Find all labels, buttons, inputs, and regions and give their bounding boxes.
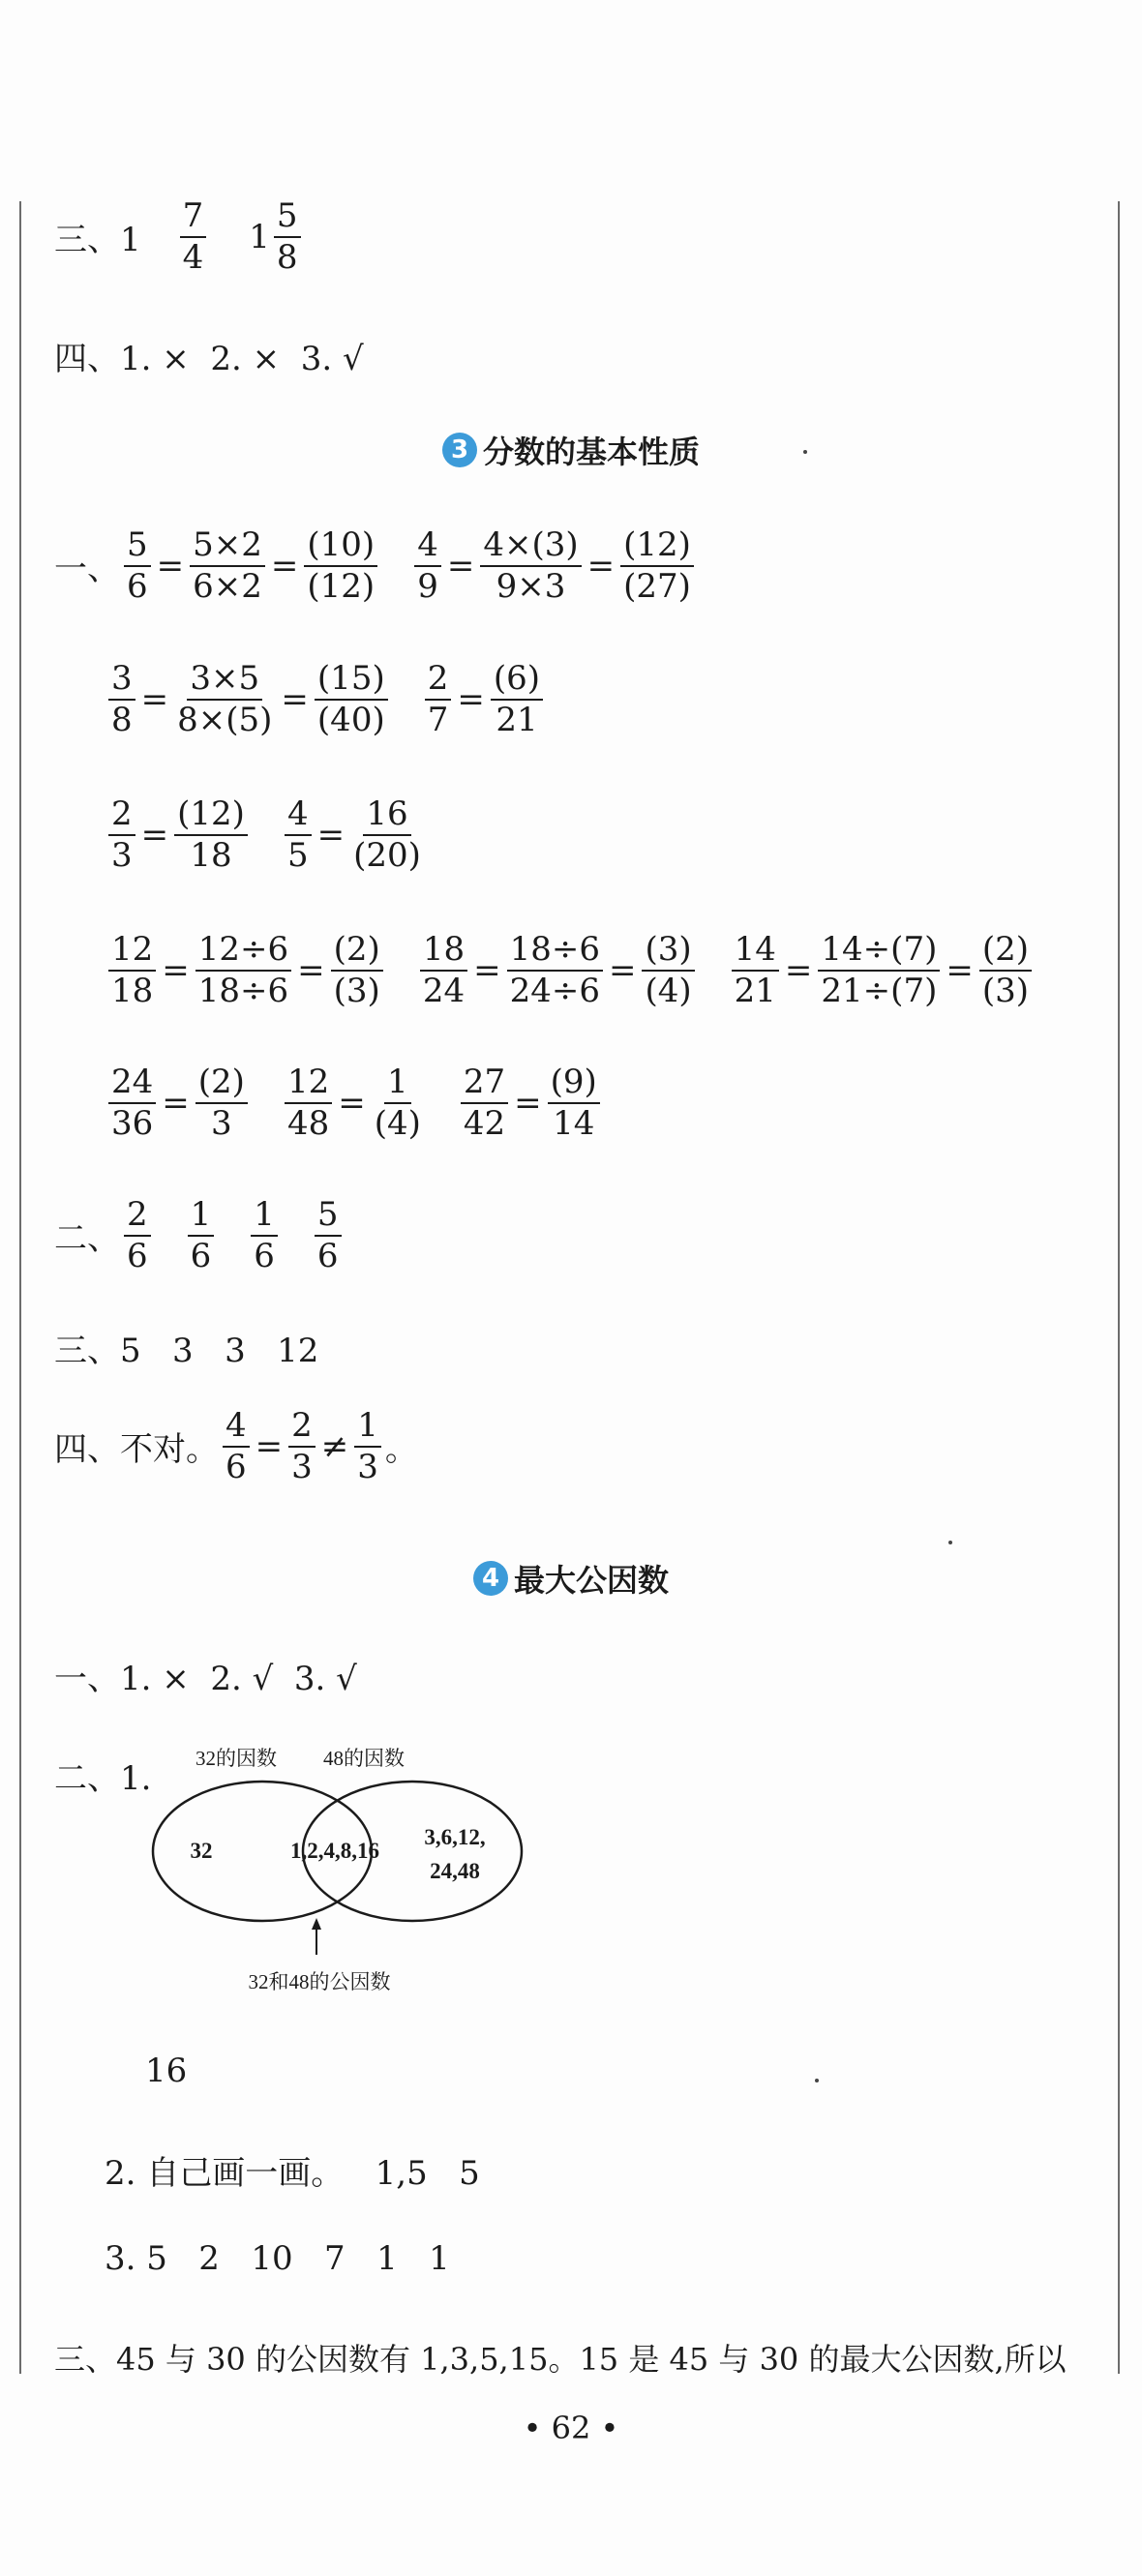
- answer-s3-q1-row1: [54, 527, 698, 604]
- fraction: [354, 1408, 381, 1484]
- numerator: (2): [195, 1064, 248, 1104]
- numerator: 14: [732, 932, 779, 972]
- fraction: [285, 1064, 332, 1141]
- answer-s3-q3: [54, 1324, 318, 1371]
- fraction: [480, 527, 581, 604]
- denominator: 21: [496, 700, 538, 739]
- operator: =: [446, 546, 475, 585]
- operator: =: [281, 679, 309, 719]
- answer-s4-q2-1: [145, 2052, 187, 2090]
- operator: =: [457, 679, 485, 719]
- denominator: 18: [190, 835, 232, 875]
- fraction: [188, 1197, 215, 1273]
- fraction: [420, 932, 467, 1008]
- fraction: [190, 527, 265, 604]
- fraction: [507, 932, 603, 1008]
- answer-s3-q1-row4: [105, 932, 1036, 1008]
- denominator: (40): [316, 700, 385, 739]
- denominator: 24: [422, 971, 466, 1010]
- section-number-badge: 3: [442, 433, 477, 467]
- numerator: 2: [288, 1408, 316, 1448]
- answer-s3-q1-row5: [105, 1064, 604, 1141]
- denominator: 48: [286, 1103, 330, 1143]
- operator: =: [140, 815, 169, 854]
- operator: =: [270, 546, 299, 585]
- denominator: 21: [734, 971, 776, 1010]
- fraction: [251, 1197, 278, 1273]
- operator: ≠: [320, 1426, 349, 1466]
- numerator: (10): [304, 527, 377, 567]
- numerator: (12): [174, 796, 248, 836]
- numerator: (2): [979, 932, 1032, 972]
- operator: =: [255, 1426, 284, 1466]
- fraction: [174, 796, 248, 873]
- denominator: 6: [190, 1236, 212, 1275]
- denominator: 5: [286, 835, 309, 875]
- denominator: 3: [357, 1447, 378, 1486]
- venn-left-only: 32: [190, 1839, 213, 1863]
- denominator: 21÷(7): [821, 971, 938, 1010]
- fraction: [108, 932, 156, 1008]
- numerator: (15): [315, 661, 388, 701]
- fraction: [491, 661, 543, 737]
- operator: =: [586, 546, 616, 585]
- numerator: 4: [414, 527, 441, 567]
- fraction: [315, 1197, 342, 1273]
- numerator: 5×2: [190, 527, 265, 567]
- fraction: [315, 661, 388, 737]
- denominator: (4): [645, 971, 692, 1010]
- fraction: [108, 796, 135, 873]
- operator: =: [297, 950, 325, 990]
- denominator: 6: [316, 1236, 339, 1275]
- numerator: 5: [124, 527, 151, 567]
- fraction: [425, 661, 452, 737]
- section-title: 分数的基本性质: [482, 434, 700, 470]
- denominator: (12): [307, 566, 376, 606]
- operator: =: [156, 546, 185, 585]
- denominator: 6×2: [193, 566, 262, 606]
- denominator: 8: [276, 237, 298, 277]
- numerator: 27: [461, 1064, 508, 1104]
- denominator: 3: [111, 835, 133, 875]
- fraction: [124, 527, 151, 604]
- answer-text: 16: [145, 2052, 188, 2090]
- operator: =: [514, 1083, 542, 1123]
- speck: [815, 2079, 819, 2082]
- numerator: 2: [425, 661, 452, 701]
- section-heading-3: [0, 428, 1142, 472]
- operator: =: [162, 1083, 190, 1123]
- question-label: 三、1: [54, 221, 141, 260]
- numerator: 12: [285, 1064, 332, 1104]
- fraction: [732, 932, 779, 1008]
- venn-arrow-label: 32和48的公因数: [248, 1970, 391, 1993]
- numerator: (2): [331, 932, 383, 972]
- denominator: (3): [981, 971, 1030, 1010]
- denominator: 9: [417, 566, 438, 606]
- answer-s4-q2-3: [105, 2239, 450, 2278]
- answer-text: 四、不对。: [54, 1430, 219, 1470]
- fraction: [274, 198, 301, 275]
- numerator: 16: [363, 796, 410, 836]
- answer-s2-q4: [54, 332, 364, 379]
- numerator: (12): [620, 527, 694, 567]
- speck: [948, 1541, 952, 1544]
- operator: =: [946, 950, 974, 990]
- right-border-line: [1118, 201, 1120, 2374]
- answer-s4-q3: [54, 2335, 1067, 2380]
- numerator: 1: [384, 1064, 411, 1104]
- numerator: 5: [315, 1197, 342, 1237]
- answer-s3-q1-row3: [105, 796, 428, 873]
- answer-s4-q2-2: [105, 2146, 480, 2194]
- venn-arrow-head: [312, 1918, 321, 1930]
- fraction: [818, 932, 940, 1008]
- fraction: [350, 796, 424, 873]
- numerator: 4: [223, 1408, 250, 1448]
- denominator: 6: [225, 1447, 247, 1486]
- left-border-line: [19, 201, 21, 2374]
- denominator: 6: [127, 1236, 148, 1275]
- whole-number: 1: [249, 217, 270, 256]
- denominator: 8×(5): [177, 700, 273, 739]
- venn-common: 1,2,4,8,16: [290, 1839, 379, 1863]
- denominator: 6: [254, 1236, 275, 1275]
- answer-text: 一、1. × 2. √ 3. √: [54, 1660, 357, 1698]
- fraction: [461, 1064, 508, 1141]
- denominator: (3): [333, 971, 380, 1010]
- fraction: [108, 661, 135, 737]
- answer-text: 三、5 3 3 12: [54, 1332, 319, 1370]
- fraction: [124, 1197, 151, 1273]
- page-number: • 62 •: [523, 2410, 619, 2446]
- answer-text: 四、1. × 2. × 3. √: [54, 340, 364, 378]
- numerator: (6): [491, 661, 543, 701]
- operator: =: [784, 950, 813, 990]
- answer-text: 2. 自己画一画。 1,5 5: [105, 2154, 480, 2193]
- answer-s3-q2: [54, 1197, 346, 1273]
- venn-left-title: 32的因数: [195, 1747, 277, 1770]
- numerator: 7: [180, 198, 207, 238]
- fraction: [372, 1064, 424, 1141]
- denominator: 4: [182, 237, 204, 277]
- denominator: (27): [623, 566, 691, 606]
- denominator: 8: [111, 700, 133, 739]
- fraction: [642, 932, 694, 1008]
- numerator: (3): [642, 932, 694, 972]
- fraction: [180, 198, 207, 275]
- answer-text: 一、: [54, 550, 120, 589]
- answer-s2-q3: [54, 198, 305, 275]
- fraction: [414, 527, 441, 604]
- numerator: (9): [548, 1064, 600, 1104]
- numerator: 18: [420, 932, 467, 972]
- venn-right-only-line2: 24,48: [430, 1859, 480, 1883]
- answer-s4-q1: [54, 1652, 357, 1699]
- numerator: 12: [108, 932, 156, 972]
- fraction: [174, 661, 275, 737]
- operator: =: [316, 815, 346, 854]
- numerator: 14÷(7): [818, 932, 940, 972]
- answer-s3-q4: [54, 1408, 418, 1484]
- denominator: 42: [463, 1103, 506, 1143]
- numerator: 5: [274, 198, 301, 238]
- fraction: [195, 932, 291, 1008]
- denominator: 9×3: [496, 566, 566, 606]
- denominator: 7: [427, 700, 449, 739]
- operator: =: [473, 950, 501, 990]
- answer-text: 二、1.: [54, 1759, 152, 1798]
- fraction: [331, 932, 383, 1008]
- answer-text: 三、45 与 30 的公因数有 1,3,5,15。15 是 45 与 30 的最大公因数,所以: [54, 2341, 1067, 2378]
- numerator: 1: [354, 1408, 381, 1448]
- denominator: 18: [111, 971, 154, 1010]
- numerator: 3: [108, 661, 135, 701]
- section-title: 最大公因数: [513, 1562, 669, 1599]
- answer-text: 。: [384, 1430, 418, 1470]
- denominator: 6: [127, 566, 148, 606]
- denominator: (4): [374, 1103, 421, 1143]
- numerator: 1: [188, 1197, 215, 1237]
- operator: =: [140, 679, 169, 719]
- operator: =: [162, 950, 190, 990]
- denominator: 24÷6: [509, 971, 600, 1010]
- fraction: [223, 1408, 250, 1484]
- numerator: 12÷6: [195, 932, 291, 972]
- fraction: [285, 796, 312, 873]
- section-heading-4: [0, 1556, 1142, 1601]
- numerator: 4×(3): [480, 527, 581, 567]
- speck: [803, 450, 807, 454]
- denominator: 3: [211, 1103, 232, 1143]
- fraction: [620, 527, 694, 604]
- answer-s3-q1-row2: [105, 661, 547, 737]
- section-number-badge: 4: [473, 1561, 508, 1596]
- fraction: [195, 1064, 248, 1141]
- numerator: 2: [124, 1197, 151, 1237]
- fraction: [108, 1064, 156, 1141]
- numerator: 2: [108, 796, 135, 836]
- denominator: (20): [353, 835, 421, 875]
- operator: =: [608, 950, 637, 990]
- venn-diagram: [135, 1740, 542, 2011]
- denominator: 3: [291, 1447, 313, 1486]
- operator: =: [338, 1083, 366, 1123]
- answer-text: 二、: [54, 1219, 120, 1259]
- fraction: [304, 527, 377, 604]
- venn-right-title: 48的因数: [323, 1747, 405, 1770]
- denominator: 36: [111, 1103, 154, 1143]
- answer-text: 3. 5 2 10 7 1 1: [105, 2239, 450, 2278]
- venn-right-only-line1: 3,6,12,: [424, 1825, 486, 1849]
- denominator: 18÷6: [197, 971, 289, 1010]
- numerator: 18÷6: [507, 932, 603, 972]
- fraction: [548, 1064, 600, 1141]
- numerator: 24: [108, 1064, 156, 1104]
- fraction: [979, 932, 1032, 1008]
- numerator: 3×5: [187, 661, 262, 701]
- numerator: 4: [285, 796, 312, 836]
- fraction: [288, 1408, 316, 1484]
- denominator: 14: [553, 1103, 595, 1143]
- numerator: 1: [251, 1197, 278, 1237]
